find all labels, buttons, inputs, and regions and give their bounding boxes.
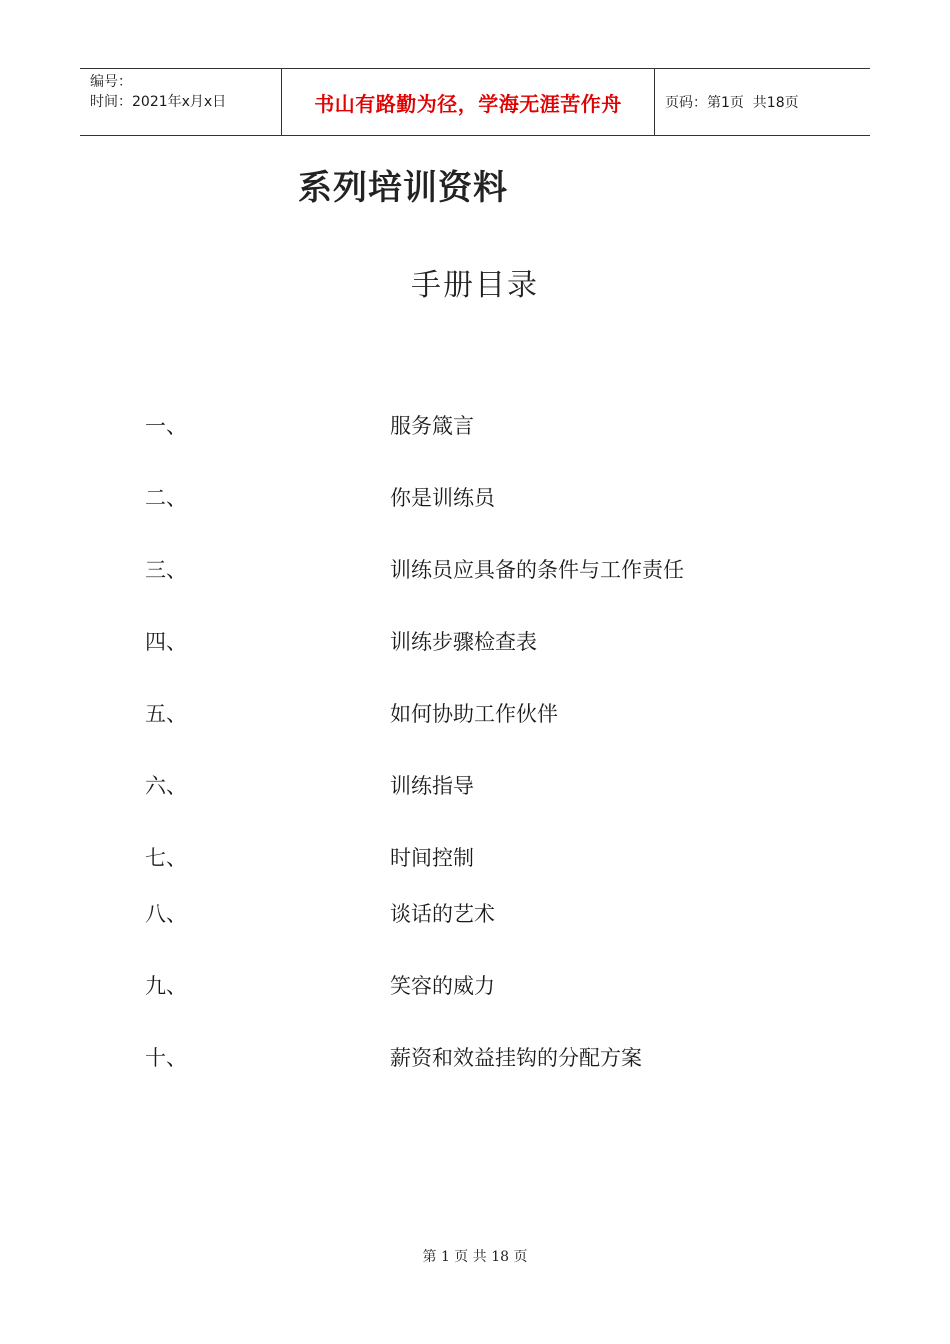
page-info: 页码：第1页 共18页	[665, 95, 799, 111]
document-subtitle: 手册目录	[411, 268, 539, 303]
toc-item	[0, 627, 950, 657]
toc-title: 如何协助工作伙伴	[390, 702, 558, 726]
toc-item	[0, 843, 950, 873]
page-footer: 第 1 页 共 18 页	[422, 1249, 528, 1265]
toc-number: 九、	[145, 974, 187, 998]
toc-number: 八、	[145, 902, 187, 926]
toc-number: 十、	[145, 1046, 187, 1070]
toc-item	[0, 411, 950, 441]
toc-title: 谈话的艺术	[390, 902, 495, 926]
header-page-cell	[655, 69, 870, 135]
toc-item	[0, 899, 950, 929]
toc-number: 二、	[145, 486, 187, 510]
header-meta-cell	[80, 69, 282, 135]
toc-item	[0, 483, 950, 513]
document-title: 系列培训资料	[298, 168, 508, 208]
time-label: 时间：2021年x月x日	[90, 94, 227, 110]
toc-item	[0, 771, 950, 801]
toc-title: 服务箴言	[390, 414, 474, 438]
toc-title: 笑容的威力	[390, 974, 495, 998]
toc-title: 薪资和效益挂钩的分配方案	[390, 1046, 642, 1070]
toc-number: 四、	[145, 630, 187, 654]
toc-item	[0, 699, 950, 729]
toc-item	[0, 1043, 950, 1073]
page-header	[80, 68, 870, 136]
toc-number: 五、	[145, 702, 187, 726]
toc-title: 训练步骤检查表	[390, 630, 537, 654]
toc-item	[0, 971, 950, 1001]
toc-item	[0, 555, 950, 585]
header-motto-cell	[282, 69, 655, 135]
number-label: 编号：	[90, 74, 132, 90]
toc-title: 你是训练员	[390, 486, 495, 510]
toc-number: 六、	[145, 774, 187, 798]
toc-title: 训练员应具备的条件与工作责任	[390, 558, 684, 582]
toc-number: 一、	[145, 414, 187, 438]
toc-number: 三、	[145, 558, 187, 582]
toc-title: 时间控制	[390, 846, 474, 870]
motto-text: 书山有路勤为径，学海无涯苦作舟	[314, 91, 622, 116]
toc-number: 七、	[145, 846, 187, 870]
toc-title: 训练指导	[390, 774, 474, 798]
